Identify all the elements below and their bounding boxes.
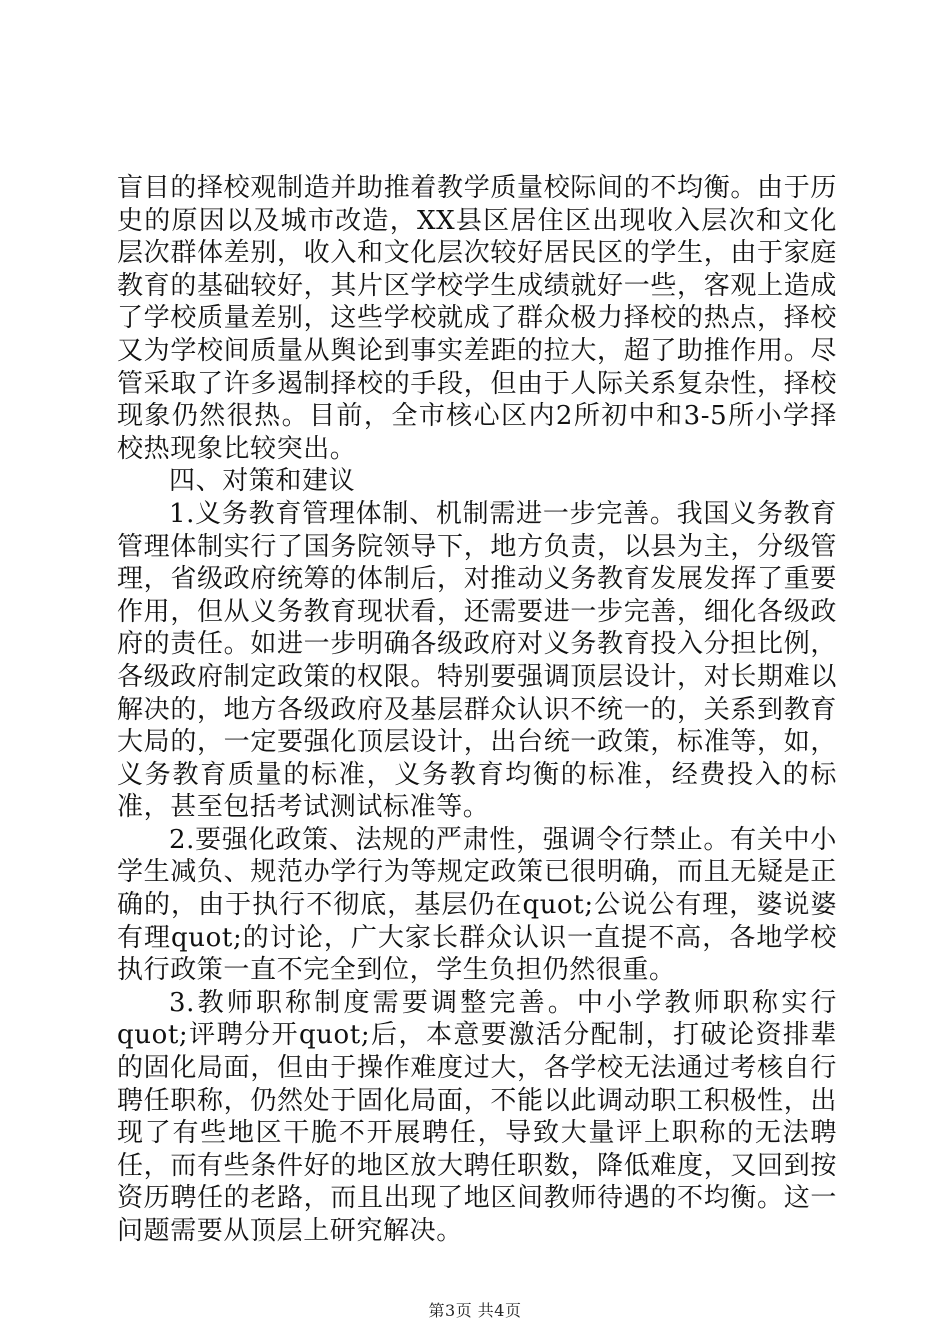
paragraph-management-system: 1.义务教育管理体制、机制需进一步完善。我国义务教育管理体制实行了国务院领导下，地方负责，以县为主，分级管理，省级政府统筹的体制后，对推动义务教育发展发挥了重要作用，但从义务教育现状看，还需要进一步完善，细化各级政府的责任。如进一步明确各级政府对义务教育投入分担比例，各级政府制定政策的权限。特别要强调顶层设计，对长期难以解决的，地方各级政府及基层群众认识不统一的，关系到教育大局的，一定要强化顶层设计，出台统一政策，标准等，如，义务教育质量的标准，义务教育均衡的标准，经费投入的标准，甚至包括考试测试标准等。: [117, 498, 837, 823]
section-heading-countermeasures: 四、对策和建议: [169, 466, 356, 497]
page-number-footer: 第3页 共4页: [428, 1301, 522, 1320]
paragraph-policy-enforcement: 2.要强化政策、法规的严肃性，强调令行禁止。有关中小学生减负、规范办学行为等规定政策已很明确，而且无疑是正确的，由于执行不彻底，基层仍在quot;公说公有理，婆说婆有理quot;的讨论，广大家长群众认识一直提不高，各地学校执行政策一直不完全到位，学生负担仍然很重。: [117, 824, 837, 986]
paragraph-school-choice: 盲目的择校观制造并助推着教学质量校际间的不均衡。由于历史的原因以及城市改造，XX县区居住区出现收入层次和文化层次群体差别，收入和文化层次较好居民区的学生，由于家庭教育的基础较好，其片区学校学生成绩就好一些，客观上造成了学校质量差别，这些学校就成了群众极力择校的热点，择校又为学校间质量从舆论到事实差距的拉大，超了助推作用。尽管采取了许多遏制择校的手段，但由于人际关系复杂性，择校现象仍然很热。目前，全市核心区内2所初中和3-5所小学择校热现象比较突出。: [117, 173, 837, 464]
document-body: [117, 172, 837, 1248]
paragraph-teacher-titles: 3.教师职称制度需要调整完善。中小学教师职称实行quot;评聘分开quot;后，本意要激活分配制，打破论资排辈的固化局面，但由于操作难度过大，各学校无法通过考核自行聘任职称，仍然处于固化局面，不能以此调动职工积极性，出现了有些地区干脆不开展聘任，导致大量评上职称的无法聘任，而有些条件好的地区放大聘任职数，降低难度，又回到按资历聘任的老路，而且出现了地区间教师待遇的不均衡。这一问题需要从顶层上研究解决。: [117, 987, 837, 1246]
